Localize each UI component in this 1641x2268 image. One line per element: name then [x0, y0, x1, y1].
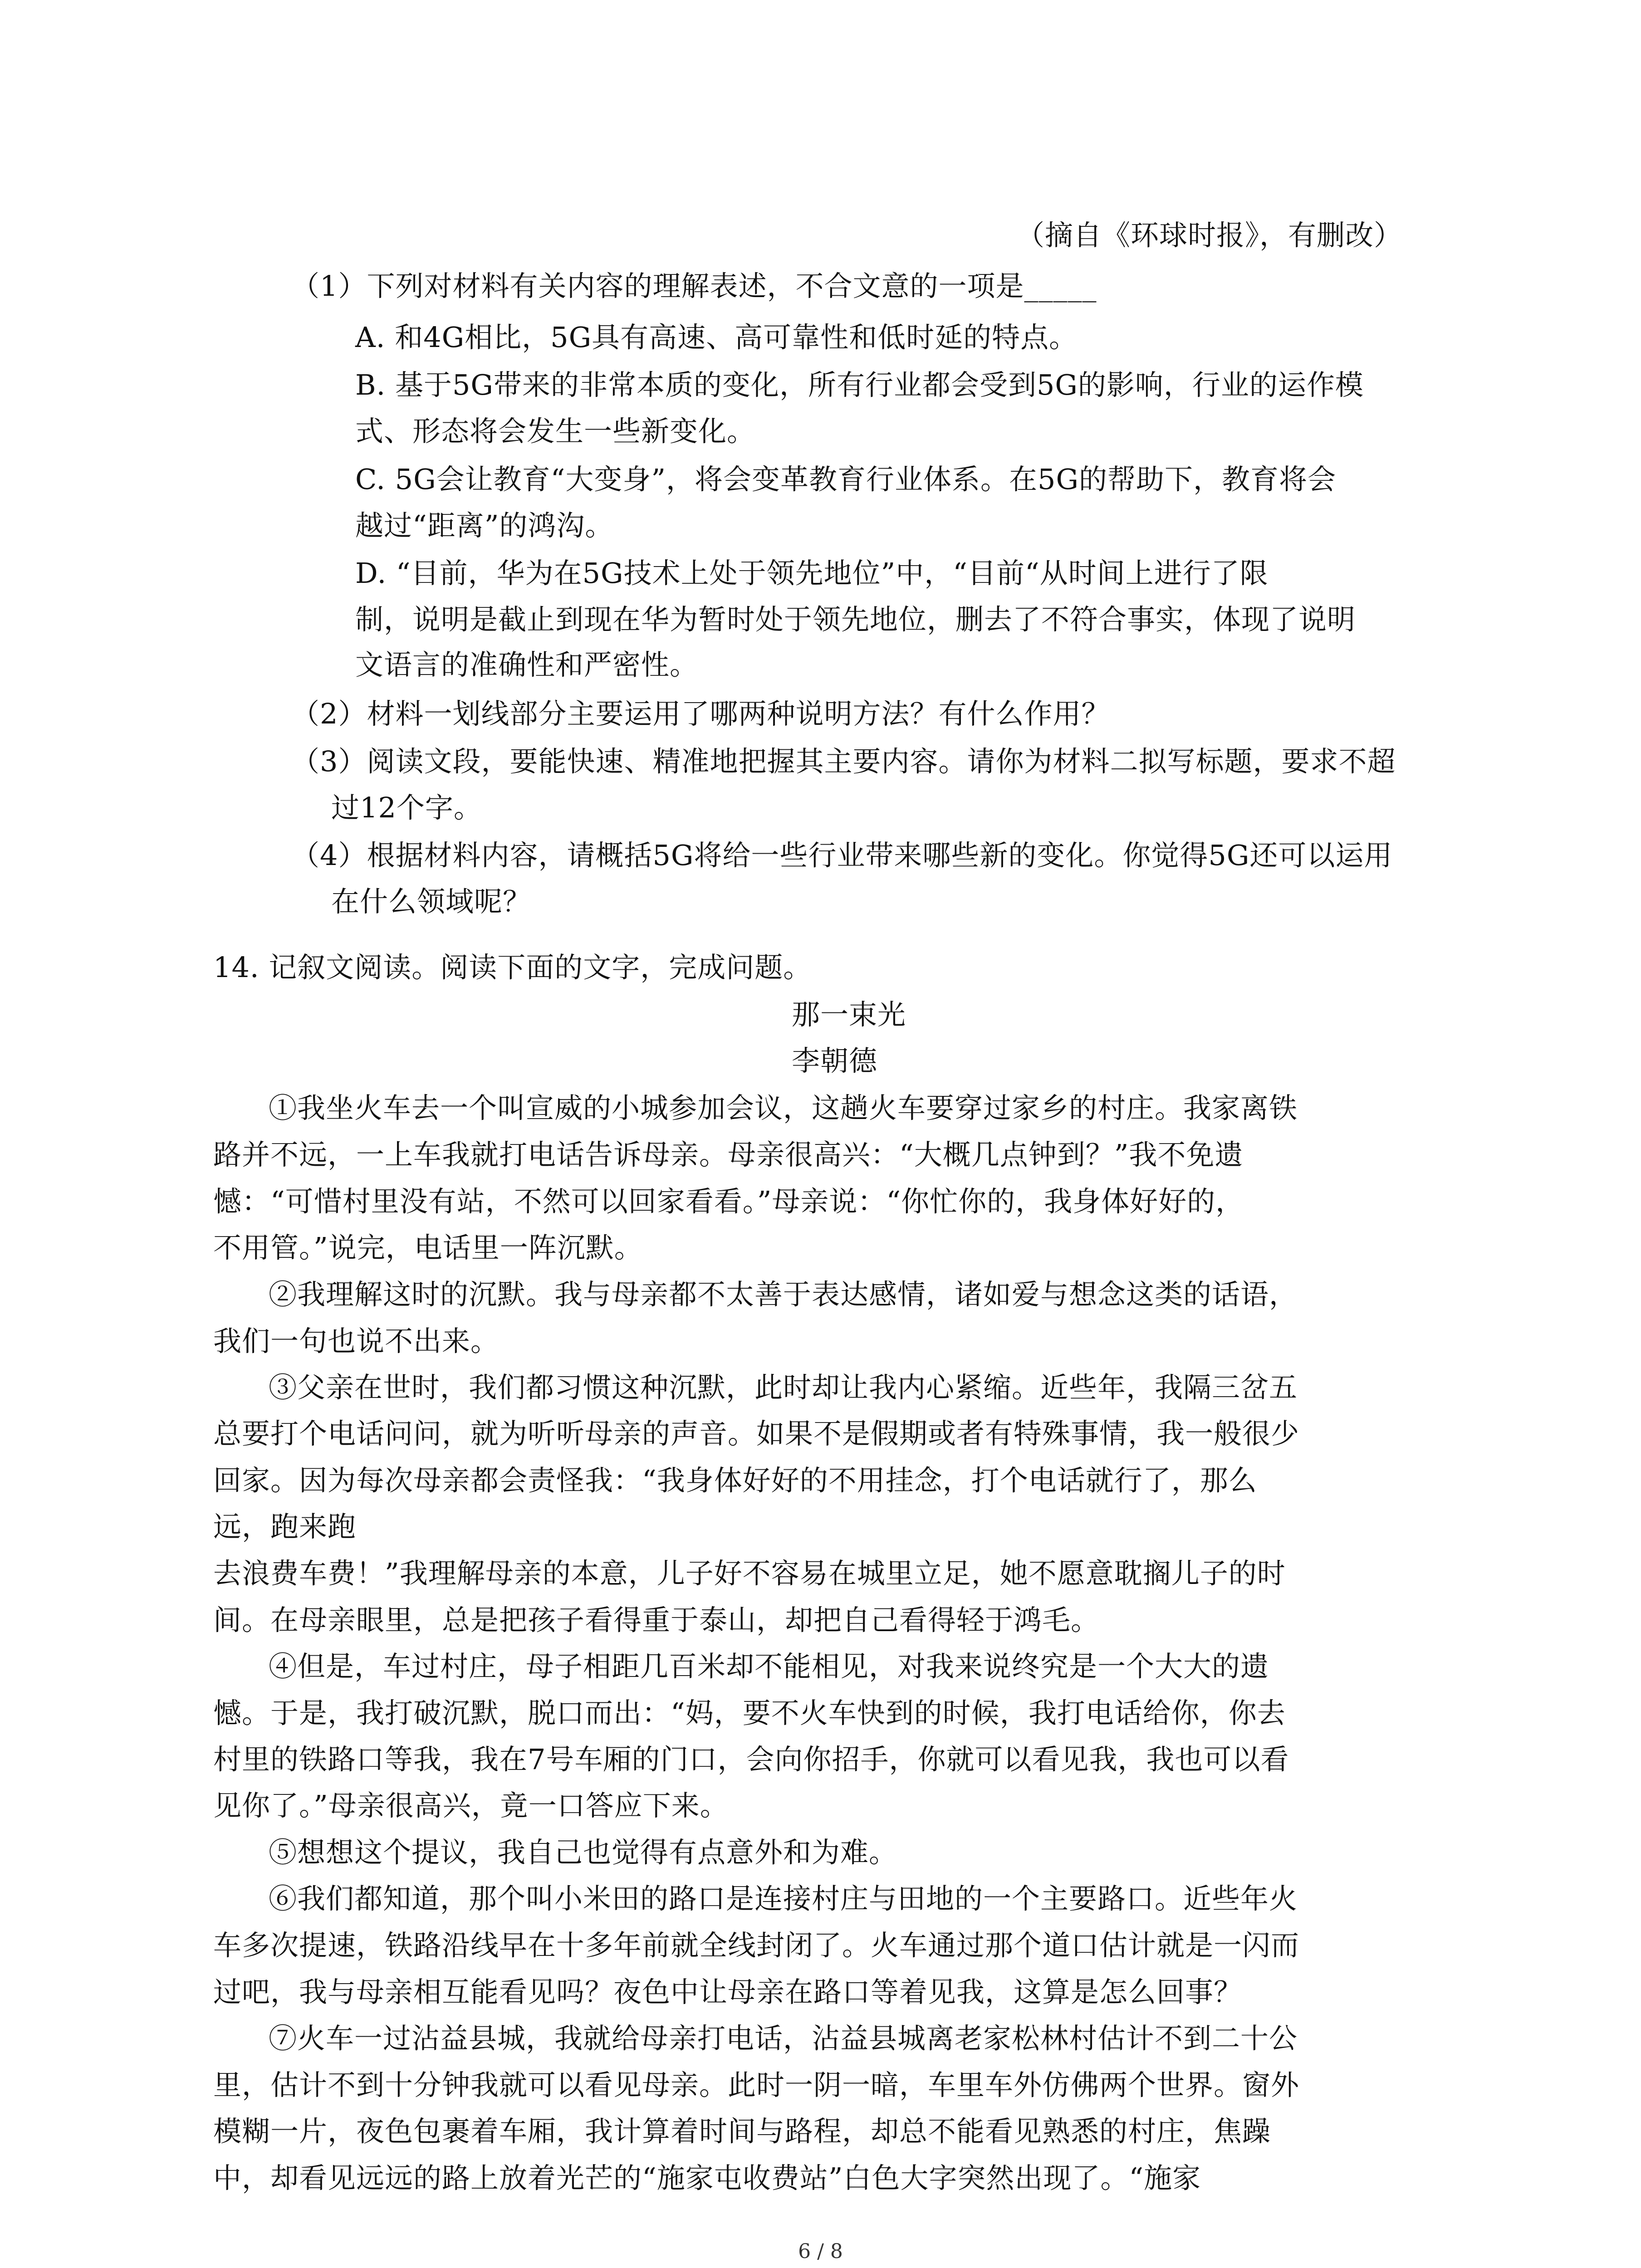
paragraph-6-line-3: 过吧，我与母亲相互能看见吗？夜色中让母亲在路口等着见我，这算是怎么回事？ [213, 1975, 1243, 2009]
question-1-stem: （1）下列对材料有关内容的理解表述，不合文意的一项是_____ [291, 269, 1097, 303]
question-2-stem: （2）材料一划线部分主要运用了哪两种说明方法？有什么作用？ [291, 697, 1110, 730]
article-title: 那一束光 [792, 998, 906, 1031]
paragraph-7-line-3: 模糊一片，夜色包裹着车厢，我计算着时间与路程，却总不能看见熟悉的村庄，焦躁 [213, 2115, 1271, 2148]
source-note: （摘自《环球时报》，有删改） [1016, 219, 1403, 252]
paragraph-3-line-2: 总要打个电话问问，就为听听母亲的声音。如果不是假期或者有特殊事情，我一般很少 [213, 1417, 1300, 1450]
question-4-stem-cont: 在什么领域呢？ [331, 885, 532, 918]
paragraph-4-line-3: 村里的铁路口等我，我在7号车厢的门口，会向你招手，你就可以看见我，我也可以看 [213, 1743, 1289, 1776]
question-1-option-d: D. “目前，华为在5G技术上处于领先地位”中，“目前“从时间上进行了限 [355, 557, 1269, 590]
question-1-option-a: A. 和4G相比，5G具有高速、高可靠性和低时延的特点。 [355, 321, 1078, 354]
paragraph-1-line-3: 憾：“可惜村里没有站，不然可以回家看看。”母亲说：“你忙你的，我身体好好的， [213, 1185, 1244, 1218]
paragraph-6-line-2: 车多次提速，铁路沿线早在十多年前就全线封闭了。火车通过那个道口估计就是一闪而 [213, 1929, 1300, 1962]
question-1-option-c: C. 5G会让教育“大变身”，将会变革教育行业体系。在5G的帮助下，教育将会 [355, 463, 1336, 496]
question-3-stem: （3）阅读文段，要能快速、精准地把握其主要内容。请你为材料二拟写标题，要求不超 [291, 745, 1396, 778]
paragraph-2-line-1: ②我理解这时的沉默。我与母亲都不太善于表达感情，诸如爱与想念这类的话语， [269, 1278, 1298, 1311]
paragraph-5-line-1: ⑤想想这个提议，我自己也觉得有点意外和为难。 [269, 1836, 898, 1869]
question-1-option-d-cont-1: 制，说明是截止到现在华为暂时处于领先地位，删去了不符合事实，体现了说明 [355, 603, 1356, 636]
paragraph-1-line-4: 不用管。”说完，电话里一阵沉默。 [213, 1231, 643, 1264]
page-number: 6 / 8 [798, 2240, 843, 2263]
paragraph-4-line-2: 憾。于是，我打破沉默，脱口而出：“妈，要不火车快到的时候，我打电话给你，你去 [213, 1696, 1286, 1730]
paragraph-7-line-4: 中，却看见远远的路上放着光芒的“施家屯收费站”白色大字突然出现了。“施家 [213, 2161, 1201, 2195]
paragraph-3-line-3: 回家。因为每次母亲都会责怪我：“我身体好好的不用挂念，打个电话就行了，那么 [213, 1464, 1257, 1497]
question-1-option-b-cont: 式、形态将会发生一些新变化。 [355, 415, 756, 448]
question-1-option-b: B. 基于5G带来的非常本质的变化，所有行业都会受到5G的影响，行业的运作模 [355, 368, 1364, 401]
paragraph-3-line-5: 去浪费车费！”我理解母亲的本意，儿子好不容易在城里立足，她不愿意耽搁儿子的时 [213, 1557, 1286, 1590]
paragraph-6-line-1: ⑥我们都知道，那个叫小米田的路口是连接村庄与田地的一个主要路口。近些年火 [269, 1882, 1298, 1915]
paragraph-4-line-4: 见你了。”母亲很高兴，竟一口答应下来。 [213, 1789, 729, 1822]
paragraph-4-line-1: ④但是，车过村庄，母子相距几百米却不能相见，对我来说终究是一个大大的遗 [269, 1650, 1269, 1683]
paragraph-7-line-1: ⑦火车一过沾益县城，我就给母亲打电话，沾益县城离老家松林村估计不到二十公 [269, 2022, 1298, 2055]
article-author: 李朝德 [792, 1044, 878, 1077]
question-3-stem-cont: 过12个字。 [331, 791, 482, 824]
paragraph-3-line-6: 间。在母亲眼里，总是把孩子看得重于泰山，却把自己看得轻于鸿毛。 [213, 1603, 1100, 1637]
paragraph-3-line-4: 远，跑来跑 [213, 1510, 357, 1543]
paragraph-1-line-1: ①我坐火车去一个叫宣威的小城参加会议，这趟火车要穿过家乡的村庄。我家离铁 [269, 1091, 1298, 1124]
paragraph-2-line-2: 我们一句也说不出来。 [213, 1325, 500, 1358]
question-1-option-d-cont-2: 文语言的准确性和严密性。 [355, 648, 699, 681]
paragraph-3-line-1: ③父亲在世时，我们都习惯这种沉默，此时却让我内心紧缩。近些年，我隔三岔五 [269, 1371, 1298, 1404]
question-14-heading: 14. 记叙文阅读。阅读下面的文字，完成问题。 [213, 951, 812, 984]
paragraph-7-line-2: 里，估计不到十分钟我就可以看见母亲。此时一阴一暗，车里车外仿佛两个世界。窗外 [213, 2068, 1300, 2102]
question-4-stem: （4）根据材料内容，请概括5G将给一些行业带来哪些新的变化。你觉得5G还可以运用 [291, 839, 1393, 872]
paragraph-1-line-2: 路并不远，一上车我就打电话告诉母亲。母亲很高兴：“大概几点钟到？”我不免遗 [213, 1138, 1244, 1171]
question-1-option-c-cont: 越过“距离”的鸿沟。 [355, 509, 614, 542]
